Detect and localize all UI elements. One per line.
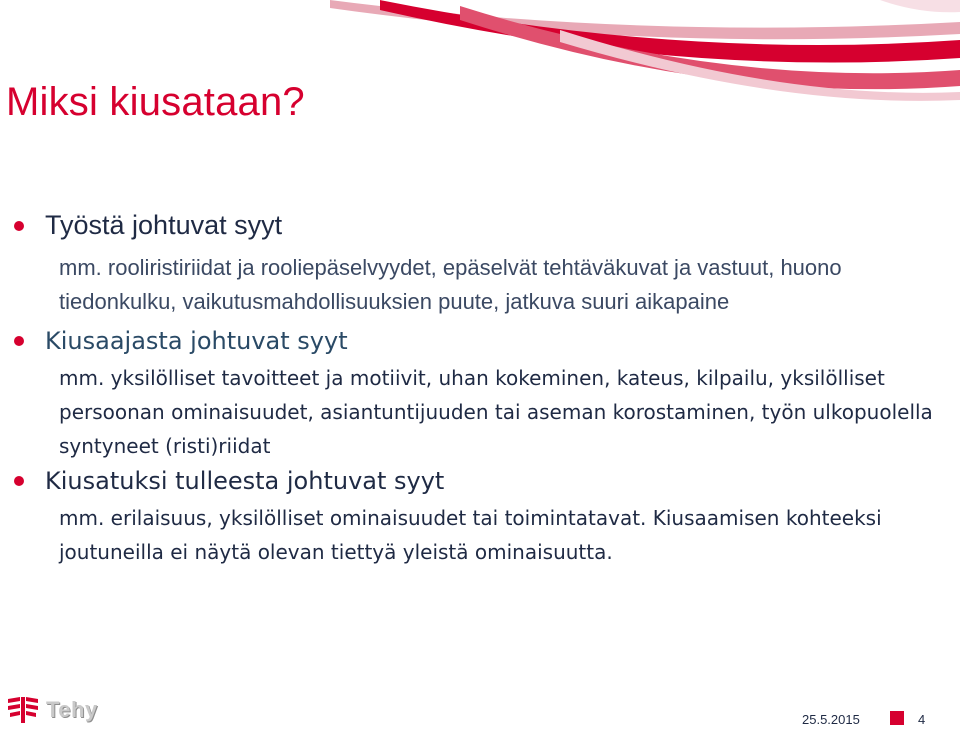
bullet-list (14, 210, 934, 569)
bullet-heading: Työstä johtuvat syyt (45, 210, 283, 240)
bullet-heading: Kiusatuksi tulleesta johtuvat syyt (45, 467, 445, 495)
tehy-emblem-icon (6, 695, 40, 725)
tehy-logo (6, 695, 98, 725)
bullet-dot-icon (14, 221, 24, 231)
page-number: 4 (918, 712, 926, 727)
bullet-heading: Kiusaajasta johtuvat syyt (45, 327, 348, 355)
bullet-detail: mm. yksilölliset tavoitteet ja motiivit, uhan kokeminen, kateus, kilpailu, yksilölliset persoonan ominaisuudet, asiantuntijuuden tai aseman korostaminen, työn ulkopuolella syntyneet (risti)riidat (59, 366, 933, 458)
bullet-item (14, 327, 934, 463)
bullet-item (14, 467, 934, 569)
bullet-dot-icon (14, 336, 24, 346)
logo-text: Tehy (46, 697, 98, 722)
bullet-detail: mm. rooliristiriidat ja rooliepäselvyydet, epäselvät tehtäväkuvat ja vastuut, huono tiedonkulku, vaikutusmahdollisuuksien puute, jatkuva suuri aikapaine (59, 255, 842, 314)
bullet-dot-icon (14, 476, 24, 486)
footer-square-icon (890, 711, 904, 725)
bullet-detail: mm. erilaisuus, yksilölliset ominaisuudet tai toimintatavat. Kiusaamisen kohteeksi joutuneilla ei näytä olevan tiettyä yleistä ominaisuutta. (59, 506, 882, 564)
footer-date: 25.5.2015 (802, 712, 860, 727)
bullet-item (14, 210, 934, 319)
slide-title: Miksi kiusataan? (6, 80, 305, 124)
